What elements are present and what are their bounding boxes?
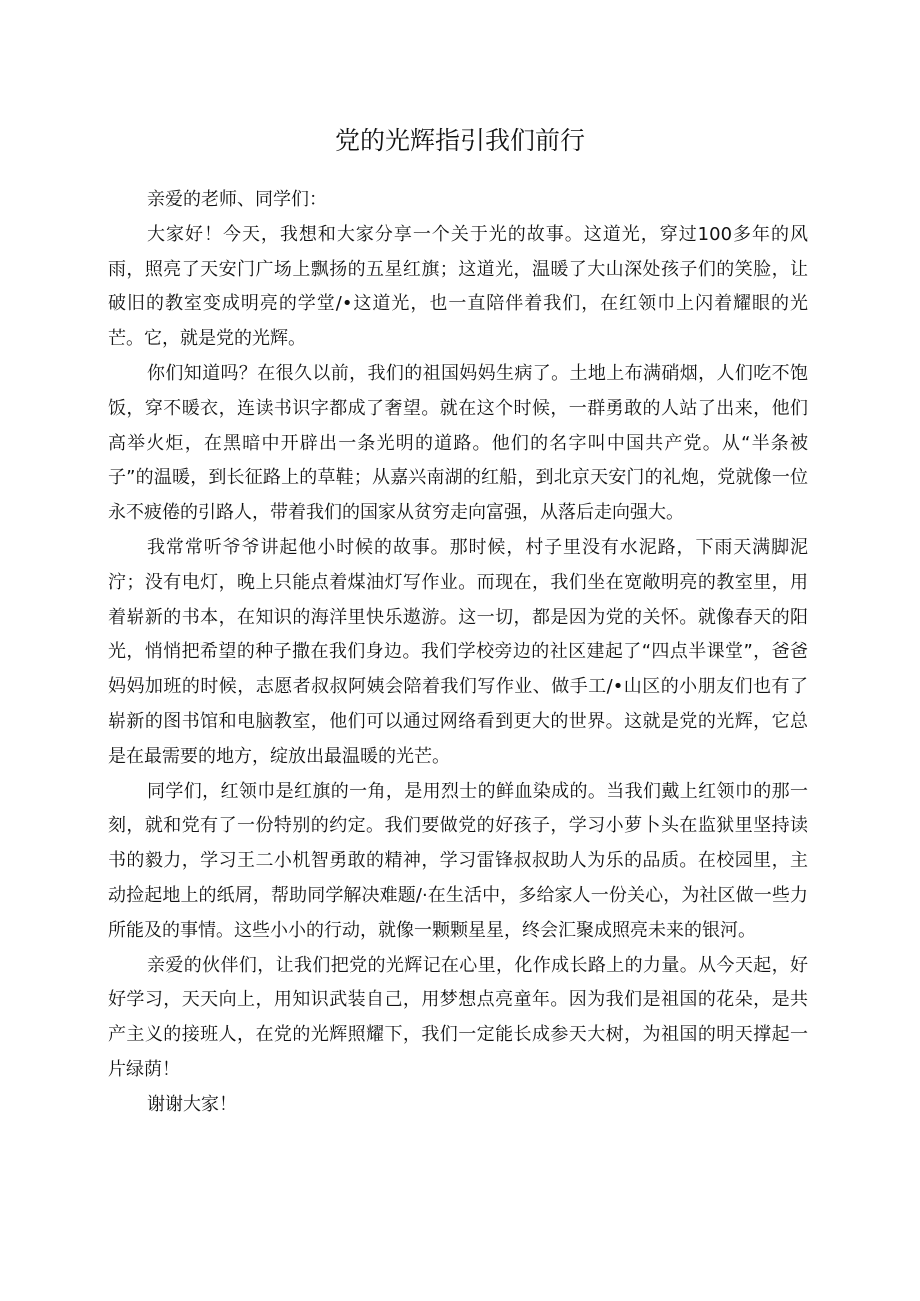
speech-body xyxy=(108,183,808,1123)
paragraph-red-scarf: 同学们，红领巾是红旗的一角，是用烈士的鲜血染成的。当我们戴上红领巾的那一刻，就和党有了一份特别的约定。我们要做党的好孩子，学习小萝卜头在监狱里坚持读书的毅力，学习王二小机智勇敢的精神，学习雷锋叔叔助人为乐的品质。在校园里，主动捡起地上的纸屑，帮助同学解决难题/·在生活中，多给家人一份关心，为社区做一些力所能及的事情。这些小小的行动，就像一颗颗星星，终会汇聚成照亮未来的银河。 xyxy=(108,780,808,941)
closing: 谢谢大家！ xyxy=(147,1093,237,1115)
paragraph-greeting: 大家好！今天，我想和大家分享一个关于光的故事。这道光，穿过100多年的风雨，照亮了天安门广场上飘扬的五星红旗；这道光，温暖了大山深处孩子们的笑脸，让破旧的教室变成明亮的学堂/•这道光，也一直陪伴着我们，在红领巾上闪着耀眼的光芒。它，就是党的光辉。 xyxy=(108,223,808,350)
paragraph-call-to-action: 亲爱的伙伴们，让我们把党的光辉记在心里，化作成长路上的力量。从今天起，好好学习，天天向上，用知识武装自己，用梦想点亮童年。因为我们是祖国的花朵，是共产主义的接班人，在党的光辉照耀下，我们一定能长成参天大树，为祖国的明天撑起一片绿荫！ xyxy=(108,954,808,1080)
salutation: 亲爱的老师、同学们： xyxy=(147,189,327,210)
paragraph-history: 你们知道吗？在很久以前，我们的祖国妈妈生病了。土地上布满硝烟，人们吃不饱饭，穿不暖衣，连读书识字都成了奢望。就在这个时候，一群勇敢的人站了出来，他们高举火炬，在黑暗中开辟出一条光明的道路。他们的名字叫中国共产党。从“半条被子”的温暖，到长征路上的草鞋；从嘉兴南湖的红船，到北京天安门的礼炮，党就像一位永不疲倦的引路人，带着我们的国家从贫穷走向富强，从落后走向强大。 xyxy=(108,362,808,524)
paragraph-grandfather-story: 我常常听爷爷讲起他小时候的故事。那时候，村子里没有水泥路，下雨天满脚泥泞；没有电灯，晚上只能点着煤油灯写作业。而现在，我们坐在宽敞明亮的教室里，用着崭新的书本，在知识的海洋里快乐遨游。这一切，都是因为党的关怀。就像春天的阳光，悄悄把希望的种子撒在我们身边。我们学校旁边的社区建起了“四点半课堂”，爸爸妈妈加班的时候，志愿者叔叔阿姨会陪着我们写作业、做手工/•山区的小朋友们也有了崭新的图书馆和电脑教室，他们可以通过网络看到更大的世界。这就是党的光辉，它总是在最需要的地方，绽放出最温暖的光芒。 xyxy=(108,536,808,767)
document-title: 党的光辉指引我们前行 xyxy=(334,126,585,155)
